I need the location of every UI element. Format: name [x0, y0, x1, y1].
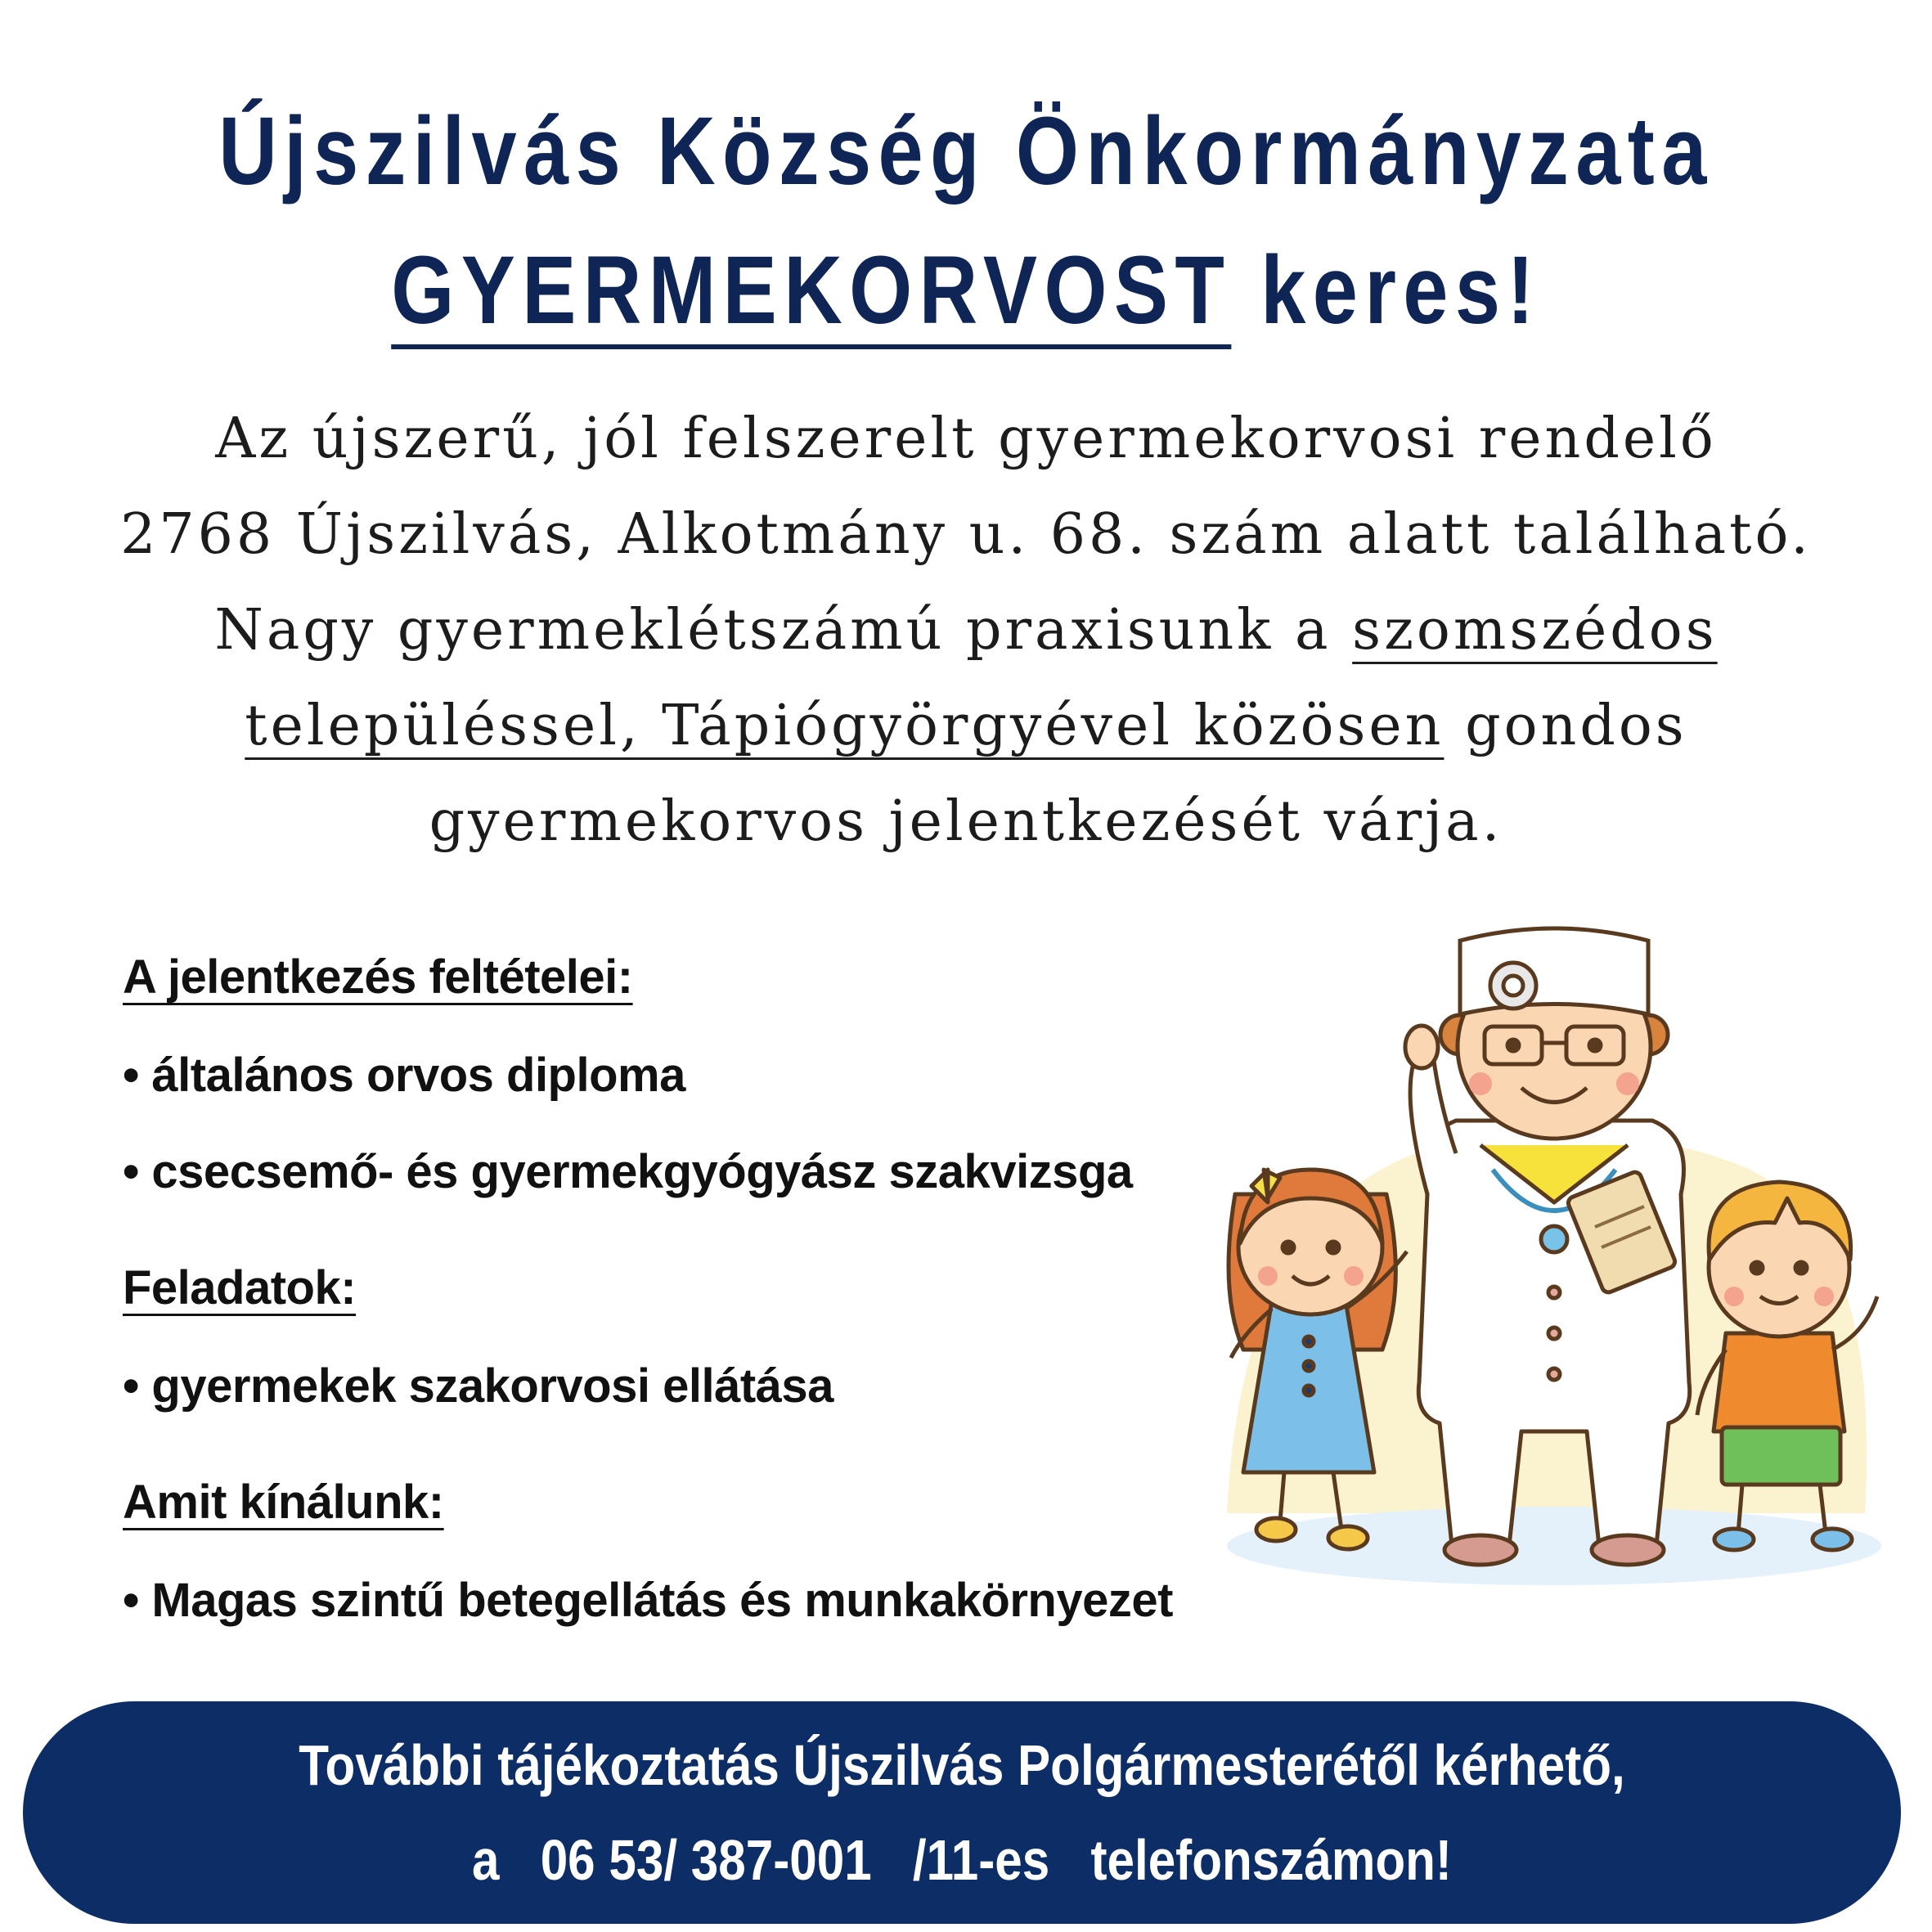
intro-line-3-underlined: szomszédos	[1352, 598, 1718, 663]
tasks-item: • gyermekek szakorvosi ellátása	[123, 1359, 833, 1413]
contact-line-2: a 06 53/ 387-001 /11-es telefonszámon!	[472, 1828, 1452, 1892]
conditions-heading: A jelentkezés feltételei:	[123, 950, 633, 1004]
intro-line-3	[0, 582, 1932, 678]
intro-line-3-text: Nagy gyermeklétszámú praxisunk a	[214, 598, 1353, 663]
title-block	[0, 82, 1932, 360]
intro-line-2: 2768 Újszilvás, Alkotmány u. 68. szám alatt található.	[120, 502, 1812, 567]
conditions-item: • általános orvos diploma	[123, 1049, 685, 1102]
title-line-2	[155, 221, 1777, 360]
intro-line-5: gyermekorvos jelentkezését várja.	[429, 789, 1503, 854]
requirements-list	[123, 932, 1309, 1652]
title-line-2-rest: keres!	[1231, 236, 1541, 344]
contact-line-1: További tájékoztatás Újszilvás Polgármesterétől kérhető,	[299, 1733, 1625, 1797]
intro-line-4	[0, 678, 1932, 774]
title-line-1: Újszilvás Község Önkormányzata	[218, 97, 1714, 205]
offer-heading: Amit kínálunk:	[123, 1476, 444, 1529]
intro-line-4-underlined: településsel, Tápiógyörgyével közösen	[245, 694, 1445, 758]
offer-item: • Magas szintű betegellátás és munkakörnyezet	[123, 1574, 1173, 1627]
intro-paragraph	[0, 391, 1932, 869]
tasks-heading: Feladatok:	[123, 1261, 357, 1314]
intro-line-1: Az újszerű, jól felszerelt gyermekorvosi rendelő	[215, 407, 1717, 471]
intro-line-4-text: gondos	[1444, 694, 1687, 758]
title-emphasis: GYERMEKORVOST	[391, 236, 1232, 344]
doctor-head	[1440, 928, 1668, 1139]
conditions-item: • csecsemő- és gyermekgyógyász szakvizsga	[123, 1145, 1133, 1198]
contact-banner	[23, 1701, 1901, 1924]
doctor-with-children-illustration	[1211, 924, 1889, 1595]
